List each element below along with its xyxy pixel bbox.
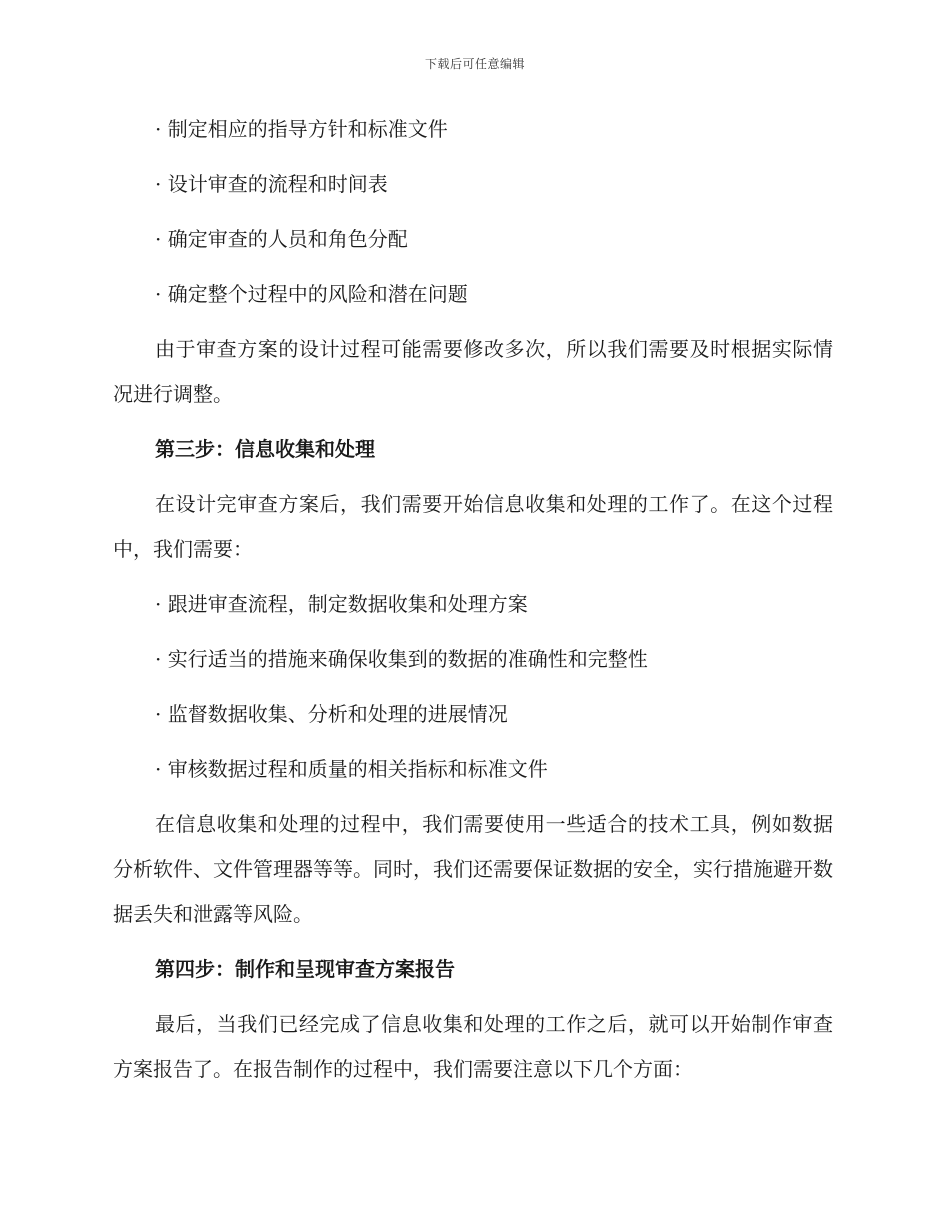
list-item: · 制定相应的指导方针和标准文件 [155,117,448,141]
list-item: · 跟进审查流程，制定数据收集和处理方案 [155,592,528,616]
section-heading-step4: 第四步：制作和呈现审查方案报告 [155,957,455,981]
paragraph-step3-outro: 在信息收集和处理的过程中，我们需要使用一些适合的技术工具，例如数据分析软件、文件管理器等等。同时，我们还需要保证数据的安全，实行措施避开数据丢失和泄露等风险。 [113,812,833,926]
list-item: · 审核数据过程和质量的相关指标和标准文件 [155,757,548,781]
list-item: · 确定整个过程中的风险和潜在问题 [155,282,468,306]
list-item: · 确定审查的人员和角色分配 [155,227,408,251]
section-heading-step3: 第三步：信息收集和处理 [155,437,375,461]
paragraph-adjustment: 由于审查方案的设计过程可能需要修改多次，所以我们需要及时根据实际情况进行调整。 [113,337,833,406]
list-item: · 实行适当的措施来确保收集到的数据的准确性和完整性 [155,647,648,671]
paragraph-step4-intro: 最后，当我们已经完成了信息收集和处理的工作之后，就可以开始制作审查方案报告了。在报告制作的过程中，我们需要注意以下几个方面： [113,1012,833,1081]
list-item: · 监督数据收集、分析和处理的进展情况 [155,702,508,726]
page-header: 下载后可任意编辑 [424,57,525,71]
document-body [113,107,833,1102]
paragraph-step3-intro: 在设计完审查方案后，我们需要开始信息收集和处理的工作了。在这个过程中，我们需要： [113,492,833,561]
list-item: · 设计审查的流程和时间表 [155,172,388,196]
